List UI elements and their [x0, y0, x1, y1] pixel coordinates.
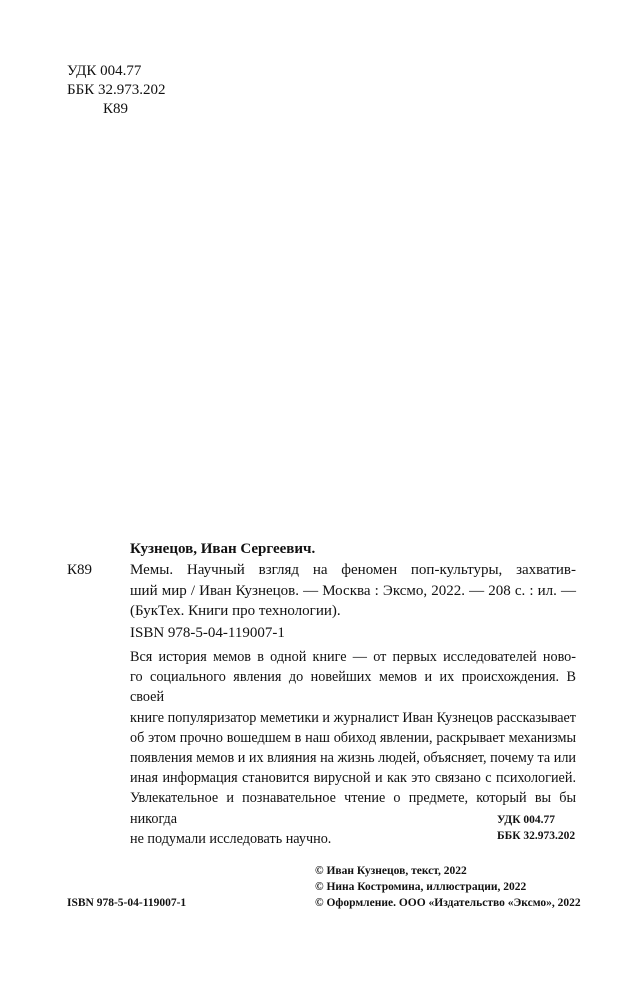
- footer-isbn: ISBN 978-5-04-119007-1: [67, 897, 187, 909]
- copyright-text: © Иван Кузнецов, текст, 2022: [315, 865, 467, 877]
- catalog-author-mark: К89: [67, 562, 93, 578]
- bibliographic-description: [130, 560, 576, 622]
- biblio-line: Мемы. Научный взгляд на феномен поп-культуры, захватив-: [130, 562, 576, 578]
- abstract-line: не подумали исследовать научно.: [130, 830, 332, 847]
- udk-code-card: УДК 004.77: [497, 814, 556, 826]
- catalog-author: Кузнецов, Иван Сергеевич.: [130, 541, 316, 557]
- copyright-design: © Оформление. ООО «Издательство «Эксмо», 2022: [315, 897, 581, 909]
- abstract-line: Вся история мемов в одной книге — от первых исследователей ново-: [130, 649, 576, 665]
- catalog-isbn: ISBN 978-5-04-119007-1: [130, 625, 285, 641]
- biblio-line: ший мир / Иван Кузнецов. — Москва : Эксмо, 2022. — 208 с. : ил. —: [130, 582, 576, 599]
- udk-code-top: УДК 004.77: [67, 63, 142, 79]
- abstract-line: появления мемов и их влияния на жизнь людей, объясняет, почему та или: [130, 750, 576, 767]
- abstract-line: иная информация становится вирусной и как это связано с психологией.: [130, 770, 576, 787]
- abstract-line: го социального явления до новейших мемов и их происхождения. В своей: [130, 669, 576, 706]
- abstract-line: об этом прочно вошедшем в наш обиход явлении, раскрывает механизмы: [130, 729, 576, 746]
- bbk-code-top: ББК 32.973.202: [67, 82, 166, 98]
- author-mark-top: К89: [103, 101, 129, 117]
- bbk-code-card: ББК 32.973.202: [497, 830, 576, 842]
- abstract-line: Увлекательное и познавательное чтение о предмете, который вы бы никогда: [130, 790, 576, 827]
- abstract-line: книге популяризатор меметики и журналист Иван Кузнецов рассказывает: [130, 709, 576, 726]
- copyright-illustrations: © Нина Костромина, иллюстрации, 2022: [315, 881, 527, 893]
- biblio-line: (БукТех. Книги про технологии).: [130, 603, 341, 619]
